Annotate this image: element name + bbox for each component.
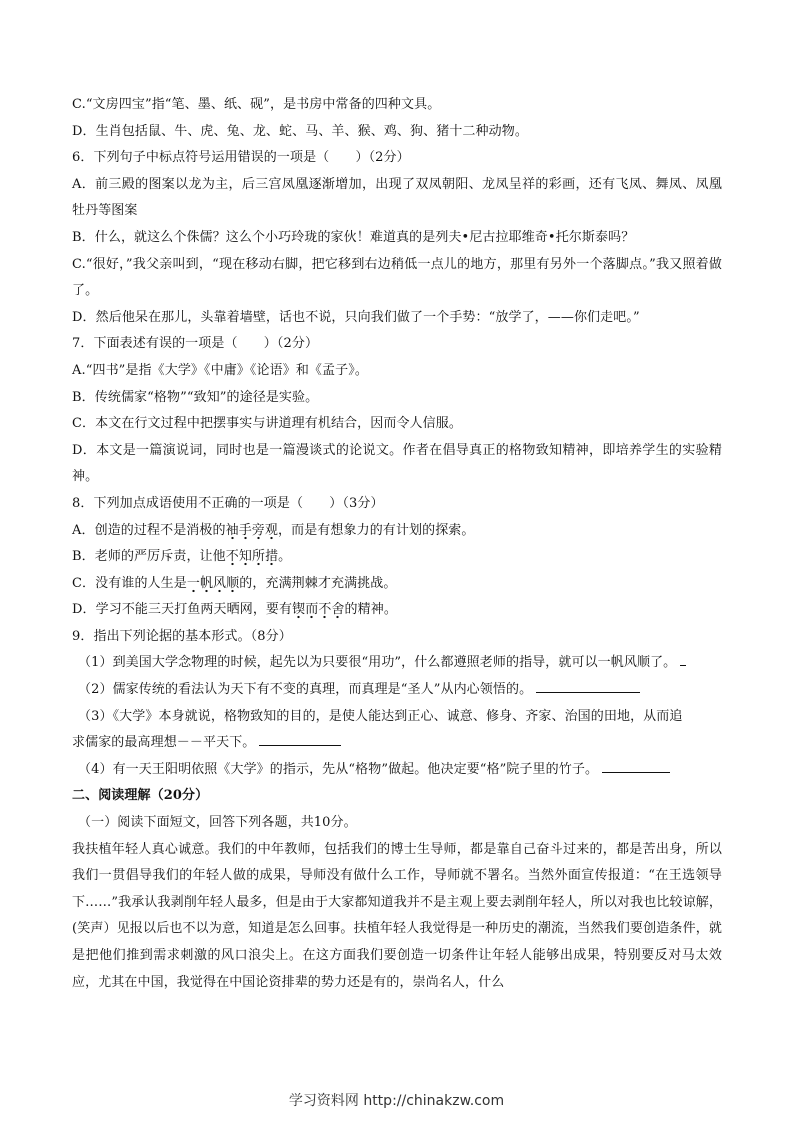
reading-passage: 我扶植年轻人真心诚意。我们的中年教师，包括我们的博士生导师，都是靠自己奋斗过来的，都是苦出身，所以我们一贯倡导我们的年轻人做的成果，导师没有做什么工作，导师就不署名。当然外面宣传报道：“在王选领导下……”我承认我剥削年轻人最多，但是由于大家都知道我并不是主观上要去剥削年轻人，所以对我也比较谅解，(笑声）见报以后也不以为意，知道是怎么回事。扶植年轻人我觉得是一种历史的潮流，当然我们要创造条件，就是把他们推到需求刺激的风口浪尖上。在这方面我们要创造一切条件让年轻人能够出成果，特别要反对马太效应，尤其在中国，我觉得在中国论资排辈的势力还是有的，崇尚名人，什么 bbox=[72, 841, 722, 990]
question-6: 6．下列句子中标点符号运用错误的一项是（ ）（2分） bbox=[72, 150, 410, 166]
option-text: C．没有谁的人生是 bbox=[72, 575, 187, 591]
option-text: A．创造的过程不是消极的 bbox=[72, 522, 226, 538]
question-8: 8．下列加点成语使用不正确的一项是（ ）（3分） bbox=[72, 495, 384, 511]
question-6-option-c: C.“很好，”我父亲叫到，“现在移动右脚，把它移到右边稍低一点儿的地方，那里有另外一个落脚点。”我又照着做了。 bbox=[72, 256, 722, 299]
question-9-item-1 bbox=[72, 650, 722, 677]
question-7-option-d: D．本文是一篇演说词，同时也是一篇漫谈式的论说文。作者在倡导真正的格物致知精神，即培养学生的实验精神。 bbox=[72, 442, 722, 485]
question-9-item-4 bbox=[72, 757, 722, 784]
question-6-option-a: A．前三殿的图案以龙为主，后三宫凤凰逐渐增加，出现了双凤朝阳、龙凤呈祥的彩画，还有飞凤、舞凤、凤凰牡丹等图案 bbox=[72, 176, 722, 219]
item-text: 求儒家的最高理想－－平天下。 bbox=[72, 735, 256, 751]
dotted-idiom: 袖手旁观 bbox=[225, 522, 278, 538]
subsection-heading: （一）阅读下面短文，回答下列各题，共10分。 bbox=[78, 815, 357, 831]
question-9-item-2 bbox=[72, 677, 722, 704]
item-text: （2）儒家传统的看法认为天下有不变的真理，而真理是“圣人”从内心领悟的。 bbox=[78, 682, 533, 698]
section-heading: 二、阅读理解（20分） bbox=[72, 788, 209, 804]
item-text: （1）到美国大学念物理的时候，起先以为只要很“用功”，什么都遵照老师的指导，就可以一帆风顺了。 bbox=[78, 655, 677, 671]
option-text: B．老师的严厉斥责，让他 bbox=[72, 549, 226, 565]
question-7-option-c: C．本文在行文过程中把摆事实与讲道理有机结合，因而令人信服。 bbox=[72, 416, 462, 432]
site-footer: 学习资料网 http://chinakzw.com bbox=[288, 1093, 505, 1109]
question-9-item-3a: （3）《大学》本身就说，格物致知的目的，是使人能达到正心、诚意、修身、齐家、治国的田地，从而追 bbox=[78, 708, 683, 724]
dotted-idiom: 一帆风顺 bbox=[186, 575, 240, 591]
question-7: 7．下面表述有误的一项是（ ）（2分） bbox=[72, 336, 319, 352]
answer-blank[interactable] bbox=[680, 651, 686, 666]
question-6-option-b: B．什么，就这么个侏儒？这么个小巧玲珑的家伙！难道真的是列夫•尼古拉耶维奇•托尔斯泰吗？ bbox=[72, 229, 635, 245]
question-7-option-b: B．传统儒家“格物”“致知”的途径是实验。 bbox=[72, 389, 319, 405]
question-6-option-d: D．然后他呆在那儿，头靠着墙壁，话也不说，只向我们做了一个手势：“放学了，——你们走吧。” bbox=[72, 309, 640, 325]
option-d-line: D．生肖包括鼠、牛、虎、兔、龙、蛇、马、羊、猴、鸡、狗、猪十二种动物。 bbox=[72, 123, 528, 139]
option-text: D．学习不能三天打鱼两天晒网，要有 bbox=[72, 602, 293, 618]
option-text: ，而是有想象力的有计划的探索。 bbox=[278, 522, 475, 538]
question-8-option-a bbox=[72, 518, 722, 545]
option-text: 。 bbox=[278, 549, 292, 565]
dotted-idiom: 不知所措 bbox=[225, 549, 279, 565]
answer-blank[interactable] bbox=[602, 758, 670, 773]
answer-blank[interactable] bbox=[536, 678, 640, 693]
question-8-option-c bbox=[72, 571, 722, 598]
option-text: 的，充满荆棘才充满挑战。 bbox=[239, 575, 397, 591]
question-9: 9．指出下列论据的基本形式。（8分） bbox=[72, 628, 292, 644]
document-page bbox=[72, 92, 722, 996]
question-7-option-a: A.“四书”是指《大学》《中庸》《论语》和《孟子》。 bbox=[72, 362, 368, 378]
question-8-option-b bbox=[72, 544, 722, 571]
item-text: （4）有一天王阳明依照《大学》的指示，先从“格物”做起。他决定要“格”院子里的竹子。 bbox=[78, 761, 599, 777]
answer-blank[interactable] bbox=[259, 731, 341, 746]
question-9-item-3b bbox=[72, 730, 722, 757]
option-text: 的精神。 bbox=[344, 602, 397, 618]
option-c-line: C.“文房四宝”指“笔、墨、纸、砚”，是书房中常备的四种文具。 bbox=[72, 97, 441, 112]
question-8-option-d bbox=[72, 597, 722, 624]
dotted-idiom: 锲而不舍 bbox=[292, 602, 345, 618]
